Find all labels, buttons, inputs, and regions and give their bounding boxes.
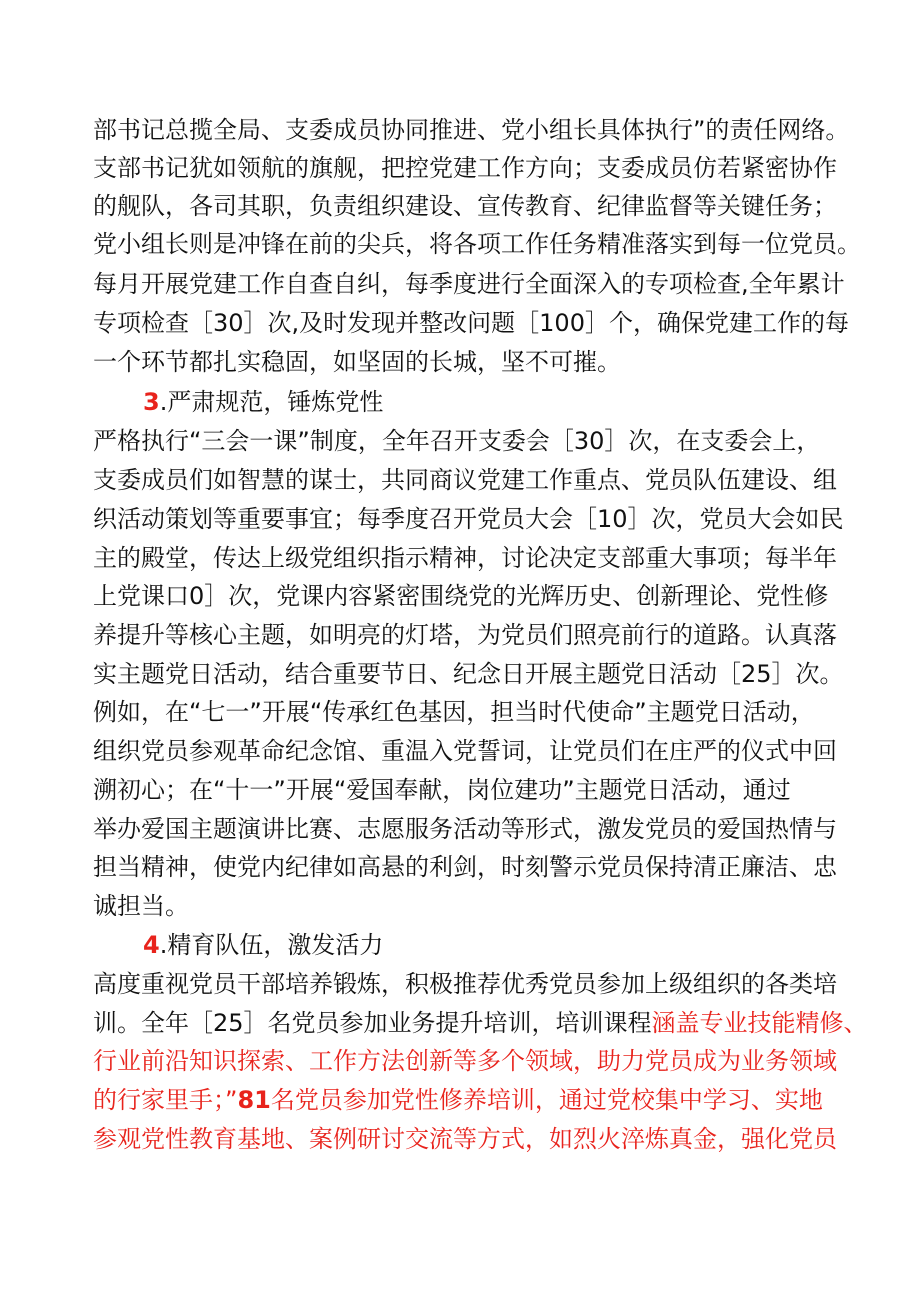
highlighted-line: 行业前沿知识探索、工作方法创新等多个领域，助力党员成为业务领域 [93,1047,837,1075]
paragraph-line: 织活动策划等重要事宜；每季度召开党员大会［10］次，党员大会如民 [93,505,844,533]
paragraph-line: 举办爱国主题演讲比赛、志愿服务活动等形式，激发党员的爱国热情与 [93,815,837,843]
highlighted-text: 涵盖专业技能精修、 [651,1009,868,1037]
paragraph-line: 每月开展党建工作自查自纠，每季度进行全面深入的专项检查,全年累计 [93,270,845,298]
paragraph-line: 主的殿堂，传达上级党组织指示精神，讨论决定支部重大事项；每半年 [93,544,837,572]
paragraph-line: 例如，在“七一”开展“传承红色基因，担当时代使命”主题党日活动， [93,698,815,726]
highlighted-line: 参观党性教育基地、案例研讨交流等方式，如烈火淬炼真金，强化党员 [93,1125,837,1153]
section-heading-3 [143,384,383,420]
paragraph-line: 一个环节都扎实稳固，如坚固的长城，坚不可摧。 [93,348,621,376]
line-text: 训。全年［25］名党员参加业务提升培训，培训课程 [93,1009,652,1037]
section-heading-4 [143,927,383,963]
section-number: 3 [143,388,160,416]
paragraph-line: 上党课口0］次，党课内容紧密围绕党的光辉历史、创新理论、党性修 [93,582,829,610]
paragraph-line: 支部书记犹如领航的旗舰，把控党建工作方向；支委成员仿若紧密协作 [93,154,837,182]
paragraph-line: 养提升等核心主题，如明亮的灯塔，为党员们照亮前行的道路。认真落 [93,621,837,649]
paragraph-line [93,1005,868,1041]
paragraph-line: 支委成员们如智慧的谋士，共同商议党建工作重点、党员队伍建设、组 [93,466,837,494]
section-title: .精育队伍，激发活力 [159,931,384,959]
highlighted-line [93,1082,823,1118]
line-text: 的行家里手；” [93,1086,238,1114]
paragraph-line: 诚担当。 [93,892,189,920]
paragraph-line: 部书记总揽全局、支委成员协同推进、党小组长具体执行”的责任网络。 [93,116,850,144]
paragraph-line: 溯初心；在“十一”开展“爱国奉献，岗位建功”主题党日活动，通过 [93,776,791,804]
section-number: 4 [143,931,160,959]
paragraph-line: 的舰队，各司其职，负责组织建设、宣传教育、纪律监督等关键任务； [93,192,837,220]
paragraph-line: 高度重视党员干部培养锻炼，积极推荐优秀党员参加上级组织的各类培 [93,970,837,998]
paragraph-line: 实主题党日活动，结合重要节日、纪念日开展主题党日活动［25］次。 [93,660,844,688]
paragraph-line: 担当精神，使党内纪律如高悬的利剑，时刻警示党员保持清正廉洁、忠 [93,853,837,881]
paragraph-line: 组织党员参观革命纪念馆、重温入党誓词，让党员们在庄严的仪式中回 [93,737,837,765]
paragraph-line: 严格执行“三会一课”制度，全年召开支委会［30］次，在支委会上， [93,427,821,455]
section-title: .严肃规范，锤炼党性 [159,388,384,416]
paragraph-line: 党小组长则是冲锋在前的尖兵，将各项工作任务精准落实到每一位党员。 [93,230,861,258]
highlighted-number: 81 [237,1086,271,1114]
line-text: 名党员参加党性修养培训，通过党校集中学习、实地 [270,1086,823,1114]
paragraph-line: 专项检查［30］次,及时发现并整改问题［100］个，确保党建工作的每 [93,309,849,337]
